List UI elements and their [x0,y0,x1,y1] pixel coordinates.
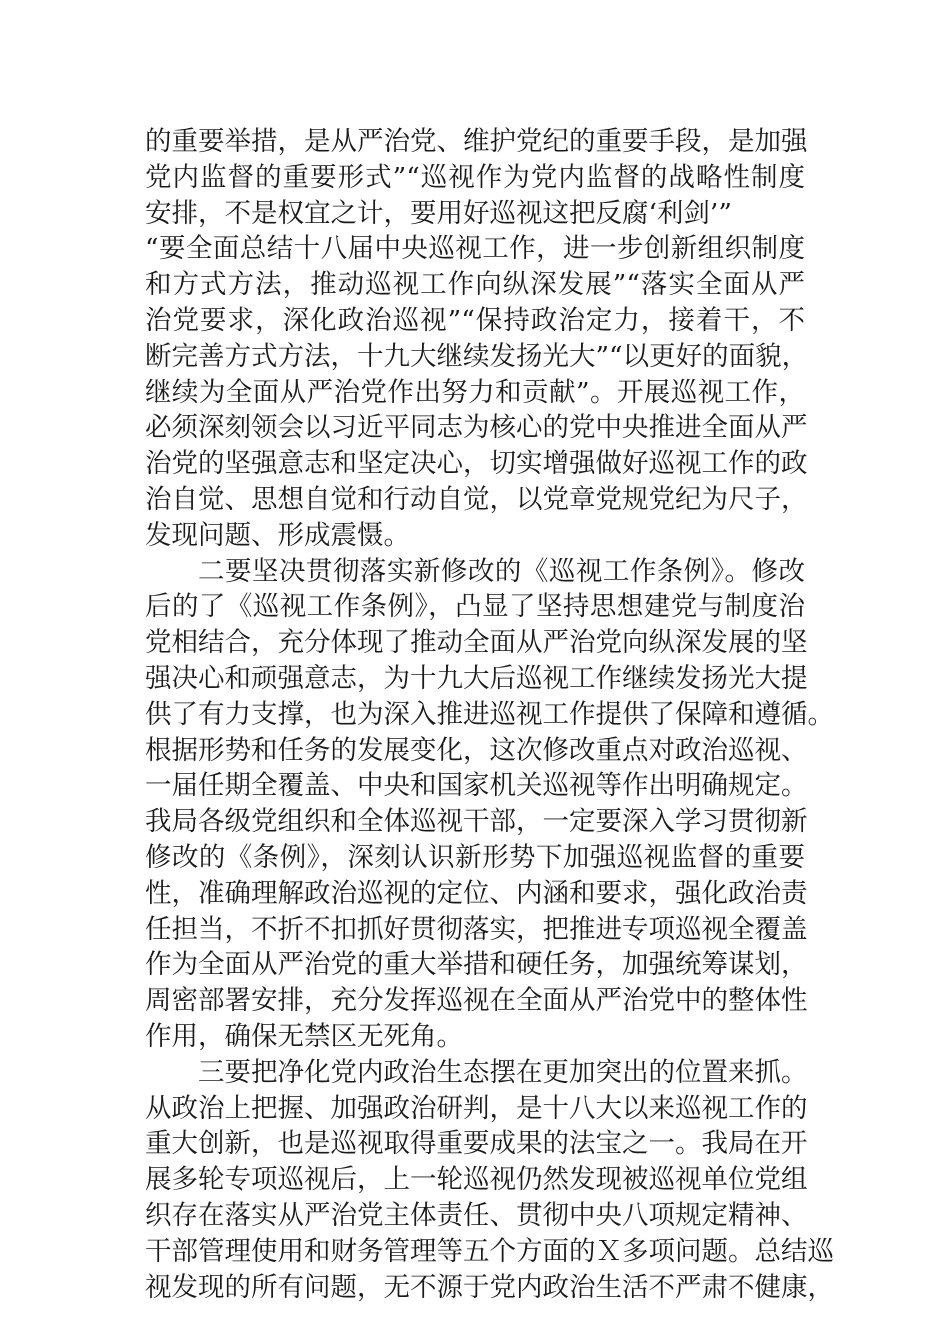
text-line: 发现问题、形成震慑。 [145,519,410,551]
text-line: 三要把净化党内政治生态摆在更加突出的位置来抓。 [198,1056,808,1088]
text-line: 强决心和顽强意志，为十九大后巡视工作继续发扬光大提 [145,662,808,694]
text-line: 干部管理使用和财务管理等五个方面的Ｘ多项问题。总结巡 [145,1235,834,1267]
text-line: 视发现的所有问题，无不源于党内政治生活不严肃不健康， [145,1271,834,1303]
text-line: 党内监督的重要形式”“巡视作为党内监督的战略性制度 [145,161,805,193]
text-line: 修改的《条例》，深刻认识新形势下加强巡视监督的重要 [145,841,805,873]
text-line: 展多轮专项巡视后，上一轮巡视仍然发现被巡视单位党组 [145,1164,808,1196]
body-text [145,124,834,1305]
paragraph-2 [145,554,834,1055]
text-line: 性，准确理解政治巡视的定位、内涵和要求，强化政治责 [145,877,808,909]
text-line: 重大创新，也是巡视取得重要成果的法宝之一。我局在开 [145,1128,808,1160]
text-line: 供了有力支撑，也为深入推进巡视工作提供了保障和遵循。 [145,698,834,730]
paragraph-3 [145,1055,834,1306]
text-line: 安排，不是权宜之计，要用好巡视这把反腐‘利剑’” [145,197,732,229]
text-line: 治党的坚强意志和坚定决心，切实增强做好巡视工作的政 [145,448,808,480]
text-line: 作为全面从严治党的重大举措和硬任务，加强统筹谋划， [145,949,808,981]
text-line: 任担当，不折不扣抓好贯彻落实，把推进专项巡视全覆盖 [145,913,808,945]
text-line: 织存在落实从严治党主体责任、贯彻中央八项规定精神、 [145,1199,808,1231]
text-line: 治自觉、思想自觉和行动自觉，以党章党规党纪为尺子， [145,483,808,515]
text-line: 二要坚决贯彻落实新修改的《巡视工作条例》。修改 [198,555,805,587]
text-line: 作用，确保无禁区无死角。 [145,1020,463,1052]
text-line: 断完善方式方法，十九大继续发扬光大”“以更好的面貌， [145,340,809,372]
text-line: 必须深刻领会以习近平同志为核心的党中央推进全面从严 [145,412,808,444]
text-line: 继续为全面从严治党作出努力和贡献”。开展巡视工作， [145,376,805,408]
text-line: 的重要举措，是从严治党、维护党纪的重要手段，是加强 [145,126,808,157]
text-line: 我局各级党组织和全体巡视干部，一定要深入学习贯彻新 [145,806,808,838]
text-line: 党相结合，充分体现了推动全面从严治党向纵深发展的坚 [145,627,808,659]
text-line: 治党要求，深化政治巡视”“保持政治定力，接着干，不 [145,304,805,336]
text-line: 从政治上把握、加强政治研判，是十八大以来巡视工作的 [145,1092,808,1124]
text-line: 一届任期全覆盖、中央和国家机关巡视等作出明确规定。 [145,770,808,802]
text-line: 周密部署安排，充分发挥巡视在全面从严治党中的整体性 [145,985,808,1017]
text-line: 后的了《巡视工作条例》，凸显了坚持思想建党与制度治 [145,591,805,623]
paragraph-1 [145,124,809,554]
text-line: 根据形势和任务的发展变化，这次修改重点对政治巡视、 [145,734,808,766]
text-line: 和方式方法，推动巡视工作向纵深发展”“落实全面从严 [145,269,805,301]
text-line: “要全面总结十八届中央巡视工作，进一步创新组织制度 [145,233,805,265]
